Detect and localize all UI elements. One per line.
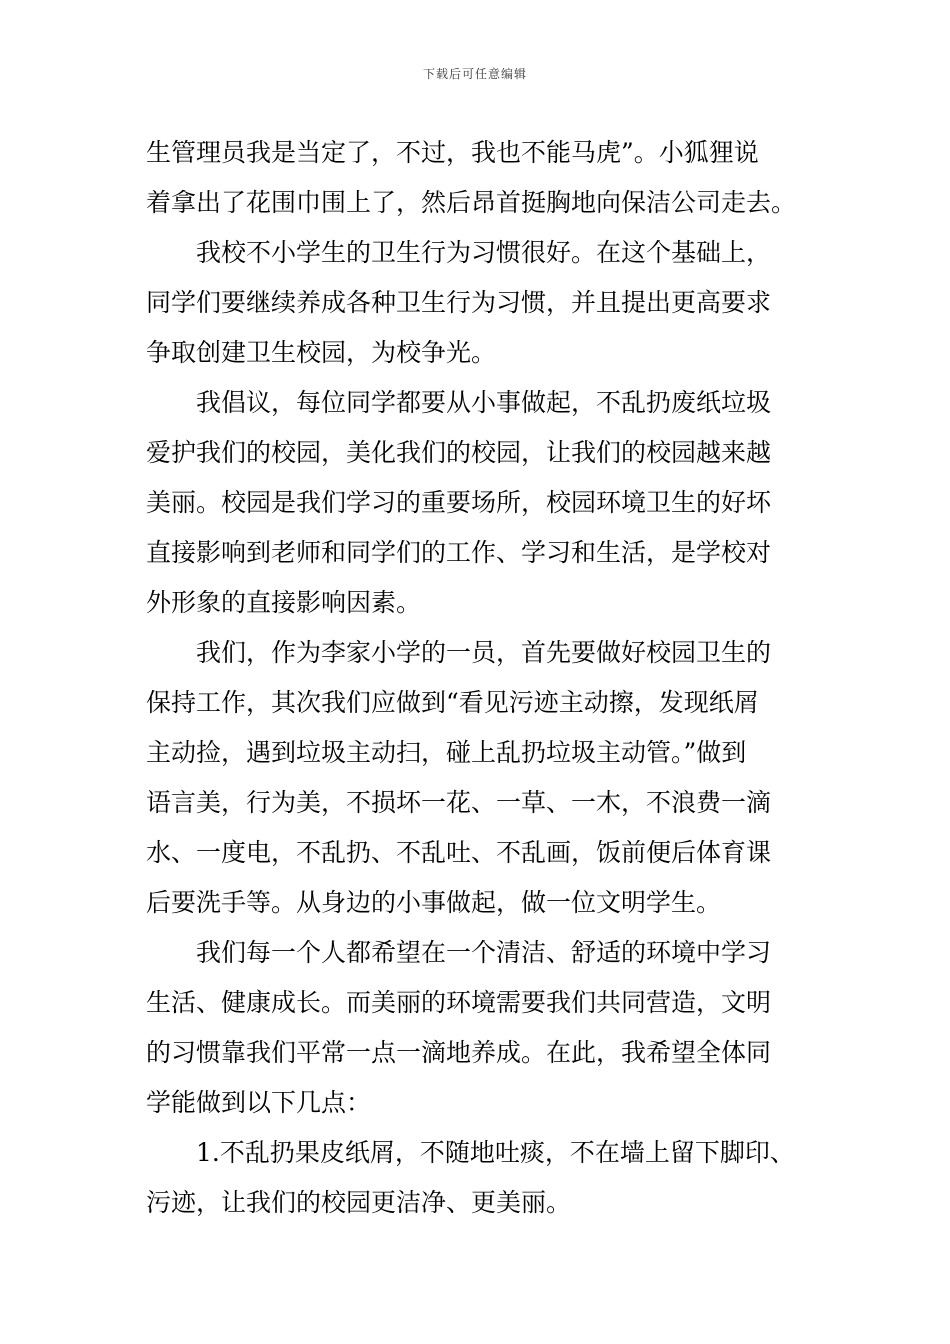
text-line: 争取创建卫生校园，为校争光。 — [146, 338, 497, 367]
text-line: 学能做到以下几点： — [146, 1088, 372, 1117]
text-line: 直接影响到老师和同学们的工作、学习和生活，是学校对 — [146, 538, 772, 567]
text-line: 保持工作，其次我们应做到“看见污迹主动擦，发现纸屑 — [146, 688, 759, 717]
text-line: 美丽。校园是我们学习的重要场所，校园环境卫生的好坏 — [146, 488, 772, 517]
text-line: 同学们要继续养成各种卫生行为习惯，并且提出更高要求 — [146, 288, 772, 317]
text-line: 爱护我们的校园，美化我们的校园，让我们的校园越来越 — [146, 438, 772, 467]
text-line: 主动捡，遇到垃圾主动扫，碰上乱扔垃圾主动管。”做到 — [146, 738, 747, 767]
text-line: 的习惯靠我们平常一点一滴地养成。在此，我希望全体同 — [146, 1038, 772, 1067]
text-line: 生管理员我是当定了，不过，我也不能马虎”。小狐狸说 — [146, 138, 759, 167]
text-line: 污迹，让我们的校园更洁净、更美丽。 — [146, 1188, 572, 1217]
paragraph-first-line: 我校不小学生的卫生行为习惯很好。在这个基础上， — [196, 238, 772, 267]
paragraph-first-line: 我们每一个人都希望在一个清洁、舒适的环境中学习 — [196, 938, 772, 967]
text-line: 语言美，行为美，不损坏一花、一草、一木，不浪费一滴 — [146, 788, 772, 817]
text-line: 外形象的直接影响因素。 — [146, 588, 422, 617]
paragraph-first-line: 1.不乱扔果皮纸屑，不随地吐痰，不在墙上留下脚印、 — [196, 1138, 795, 1167]
text-line: 水、一度电，不乱扔、不乱吐、不乱画，饭前便后体育课 — [146, 838, 772, 867]
document-body — [146, 128, 810, 1228]
page-header: 下载后可任意编辑 — [422, 67, 527, 81]
text-line: 生活、健康成长。而美丽的环境需要我们共同营造，文明 — [146, 988, 772, 1017]
text-line: 后要洗手等。从身边的小事做起，做一位文明学生。 — [146, 888, 722, 917]
paragraph-first-line: 我们，作为李家小学的一员，首先要做好校园卫生的 — [196, 638, 772, 667]
paragraph-first-line: 我倡议，每位同学都要从小事做起，不乱扔废纸垃圾 — [196, 388, 772, 417]
text-line: 着拿出了花围巾围上了，然后昂首挺胸地向保洁公司走去。 — [146, 188, 797, 217]
